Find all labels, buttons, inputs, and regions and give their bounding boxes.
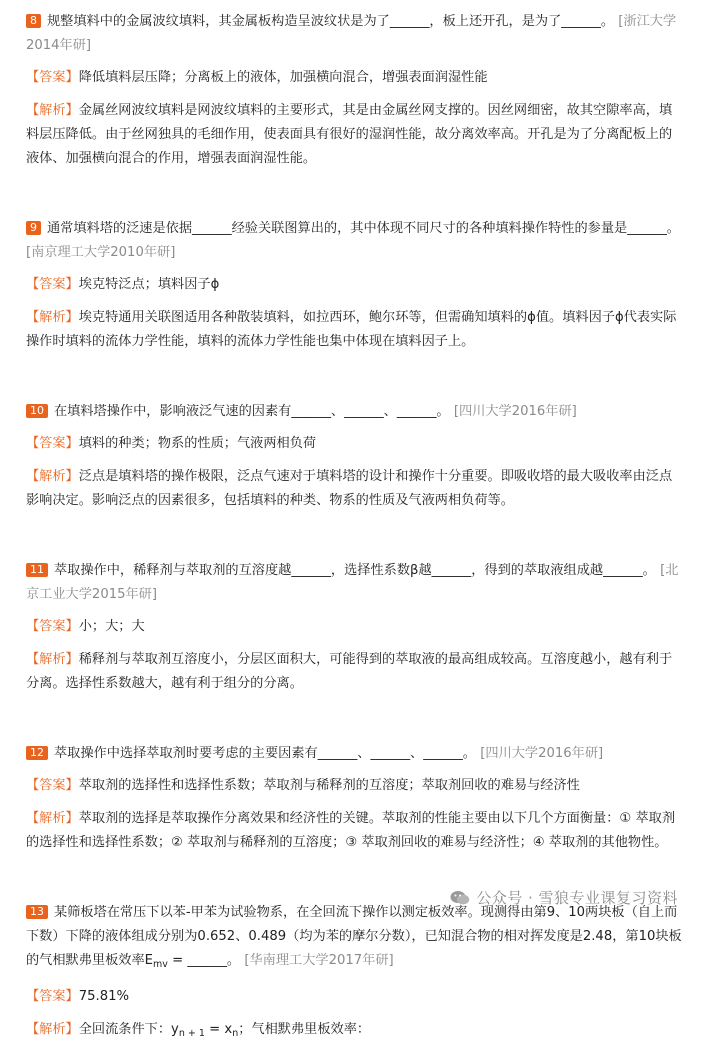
spacer: [26, 696, 684, 736]
analysis-row: [26, 648, 684, 696]
analysis-label: 【解析】: [26, 811, 79, 826]
analysis-text: 泛点是填料塔的操作极限，泛点气速对于填料塔的设计和操作十分重要。即吸收塔的最大吸收率由泛点影响决定。影响泛点的因素很多，包括填料的种类、物系的性质及气液两相负荷等。: [26, 469, 673, 508]
answer-row: [26, 774, 684, 798]
answer-row: [26, 66, 684, 90]
answer-text: 填料的种类；物系的性质；气液两相负荷: [78, 436, 317, 451]
answer-row: [26, 985, 684, 1009]
answer-row: [26, 615, 684, 639]
question-number: 11: [26, 563, 48, 577]
answer-text: 75.81%: [78, 989, 130, 1004]
question-13: [26, 901, 684, 1046]
question-text: 11 萃取操作中，稀释剂与萃取剂的互溶度越______，选择性系数β越______，得到的萃取液组成越______。 [北京工业大学2015年研]: [26, 563, 679, 602]
spacer: [26, 354, 684, 394]
question-10: [26, 400, 684, 553]
answer-label: 【答案】: [26, 619, 79, 634]
question-9: [26, 217, 684, 394]
analysis-label: 【解析】: [26, 103, 79, 118]
question-source: [南京理工大学2010年研]: [26, 245, 176, 260]
analysis-text: 萃取剂的选择是萃取操作分离效果和经济性的关键。萃取剂的性能主要由以下几个方面衡量：① 萃取剂的选择性和选择性系数；② 萃取剂与稀释剂的互溶度；③ 萃取剂回收的难易与经济性；④ 萃取剂的其他物性。: [26, 811, 676, 850]
question-11: [26, 559, 684, 736]
watermark-text: 公众号 · 雪狼专业课复习资料: [476, 889, 678, 907]
spacer: [26, 513, 684, 553]
question-source: [四川大学2016年研]: [480, 746, 604, 761]
answer-label: 【答案】: [26, 778, 79, 793]
watermark: [450, 887, 678, 908]
wechat-icon: [450, 890, 470, 906]
question-source: [四川大学2016年研]: [453, 404, 577, 419]
question-source: [北京工业大学2015年研]: [26, 563, 679, 602]
analysis-label: 【解析】: [26, 469, 79, 484]
analysis-row: [26, 465, 684, 513]
question-number: 8: [26, 14, 41, 28]
analysis-row: 【解析】全回流条件下：$y_{n + 1} = x_n$；气相默弗里板效率：: [26, 1022, 371, 1039]
answer-label: 【答案】: [26, 989, 79, 1004]
question-text: 8 规整填料中的金属波纹填料，其金属板构造呈波纹状是为了______，板上还开孔，是为了______。 [浙江大学2014年研]: [26, 14, 677, 53]
analysis-text: 埃克特通用关联图适用各种散装填料，如拉西环，鲍尔环等，但需确知填料的ϕ值。填料因子ϕ代表实际操作时填料的流体力学性能，填料的流体力学性能也集中体现在填料因子上。: [26, 310, 677, 349]
question-list: [26, 10, 684, 895]
question-12: [26, 742, 684, 895]
analysis-label: 【解析】: [26, 310, 79, 325]
answer-row: [26, 432, 684, 456]
question-source: [华南理工大学2017年研]: [244, 953, 394, 968]
analysis-row: [26, 807, 684, 855]
analysis-row: [26, 99, 684, 171]
answer-text: 降低填料层压降；分离板上的液体，加强横向混合，增强表面润湿性能: [78, 70, 488, 85]
spacer: [26, 171, 684, 211]
question-text: 9 通常填料塔的泛速是依据______经验关联图算出的，其中体现不同尺寸的各种填料操作特性的参量是______。 [南京理工大学2010年研]: [26, 221, 680, 260]
analysis-row: [26, 306, 684, 354]
question-number: 13: [26, 905, 48, 919]
question-number: 9: [26, 221, 41, 235]
analysis-text: 稀释剂与萃取剂互溶度小，分层区面积大，可能得到的萃取液的最高组成较高。互溶度越小，越有利于分离。选择性系数越大，越有利于组分的分离。: [26, 652, 673, 691]
question-text: 12 萃取操作中选择萃取剂时要考虑的主要因素有______、______、______。 [四川大学2016年研]: [26, 742, 684, 766]
answer-label: 【答案】: [26, 436, 79, 451]
answer-text: 埃克特泛点；填料因子ϕ: [78, 277, 220, 292]
answer-row: [26, 273, 684, 297]
question-number: 10: [26, 404, 48, 418]
analysis-label: 【解析】: [26, 1022, 79, 1037]
answer-label: 【答案】: [26, 70, 79, 85]
analysis-text: 金属丝网波纹填料是网波纹填料的主要形式，其是由金属丝网支撑的。因丝网细密，故其空隙率高，填料层压降低。由于丝网独具的毛细作用，使表面具有很好的湿润性能，故分离效率高。开孔是为了分离配板上的液体、加强横向混合的作用，增强表面润湿性能。: [26, 103, 673, 166]
question-source: [浙江大学2014年研]: [26, 14, 677, 53]
answer-text: 萃取剂的选择性和选择性系数；萃取剂与稀释剂的互溶度；萃取剂回收的难易与经济性: [78, 778, 580, 793]
question-text: 13 某筛板塔在常压下以苯-甲苯为试验物系，在全回流下操作以测定板效率。现测得由第9、10两块板（自上而下数）下降的液体组成分别为0.652、0.489（均为苯的摩尔分数），已知混合物的相对挥发度是2.48，第10块板的气相默弗里板效率$E_{mv}$ = ______。 [华南理工大学2017年研]: [26, 905, 682, 970]
question-8: [26, 10, 684, 211]
question-text: 10 在填料塔操作中，影响液泛气速的因素有______、______、______。 [四川大学2016年研]: [26, 400, 684, 424]
question-number: 12: [26, 746, 48, 760]
answer-text: 小；大；大: [78, 619, 145, 634]
analysis-label: 【解析】: [26, 652, 79, 667]
answer-label: 【答案】: [26, 277, 79, 292]
